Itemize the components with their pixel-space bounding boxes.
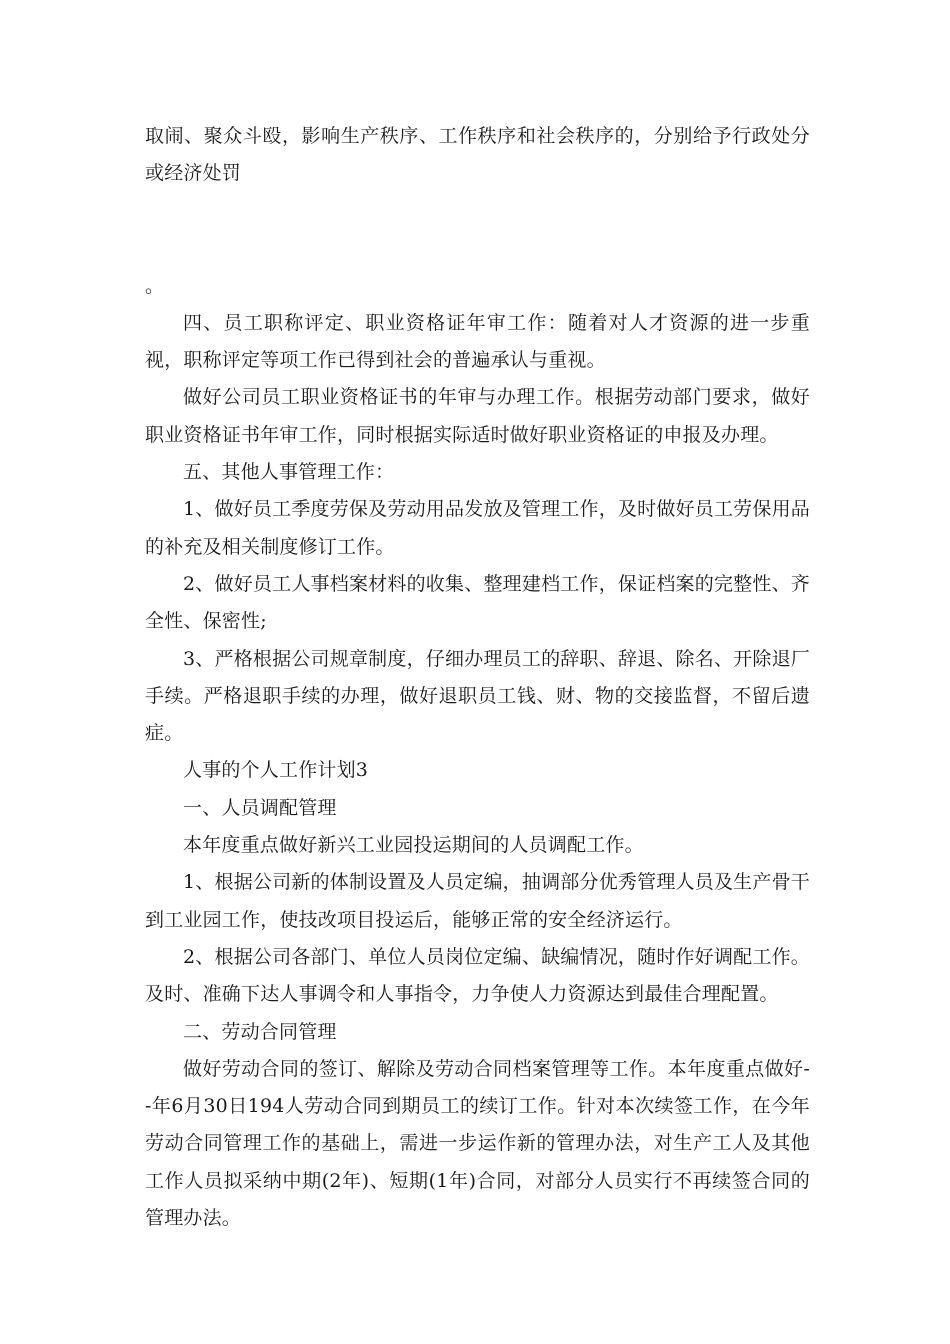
paragraph-period: 。: [145, 274, 165, 297]
paragraph-gap: [145, 193, 810, 268]
paragraph-plan-title: 人事的个人工作计划3: [183, 759, 369, 782]
paragraph-staffing-item-2: 2、根据公司各部门、单位人员岗位定编、缺编情况，随时作好调配工作。及时、准确下达人事调令和人事指令，力争使人力资源达到最佳合理配置。: [145, 945, 810, 1006]
paragraph-continuation: 取闹、聚众斗殴，影响生产秩序、工作秩序和社会秩序的，分别给予行政处分或经济处罚: [145, 125, 810, 185]
paragraph-item-2: 2、做好员工人事档案材料的收集、整理建档工作，保证档案的完整性、齐全性、保密性;: [145, 572, 810, 633]
paragraph-section-four: 四、员工职称评定、职业资格证年审工作：随着对人才资源的进一步重视，职称评定等项工作已得到社会的普遍承认与重视。: [145, 311, 810, 372]
paragraph-qualification-review: 做好公司员工职业资格证书的年审与办理工作。根据劳动部门要求，做好职业资格证书年审工作，同时根据实际适时做好职业资格证的申报及办理。: [145, 386, 810, 446]
paragraph-staffing-focus: 本年度重点做好新兴工业园投运期间的人员调配工作。: [183, 834, 644, 857]
paragraph-item-1: 1、做好员工季度劳保及劳动用品发放及管理工作，及时做好员工劳保用品的补充及相关制度修订工作。: [145, 498, 810, 558]
paragraph-section-five: 五、其他人事管理工作：: [183, 461, 395, 484]
paragraph-item-3: 3、严格根据公司规章制度，仔细办理员工的辞职、辞退、除名、开除退厂手续。严格退职手续的办理，做好退职员工钱、财、物的交接监督，不留后遗症。: [145, 647, 810, 745]
paragraph-heading-contracts: 二、劳动合同管理: [183, 1020, 337, 1043]
paragraph-heading-staffing: 一、人员调配管理: [183, 796, 337, 819]
paragraph-staffing-item-1: 1、根据公司新的体制设置及人员定编，抽调部分优秀管理人员及生产骨干到工业园工作，使技改项目投运后，能够正常的安全经济运行。: [145, 871, 810, 931]
document-body: [145, 118, 810, 1237]
paragraph-contracts-detail: 做好劳动合同的签订、解除及劳动合同档案管理等工作。本年度重点做好--年6月30日194人劳动合同到期员工的续订工作。针对本次续签工作，在今年劳动合同管理工作的基础上，需进一步运作新的管理办法，对生产工人及其他工作人员拟采纳中期(2年)、短期(1年)合同，对部分人员实行不再续签合同的管理办法。: [145, 1057, 810, 1230]
